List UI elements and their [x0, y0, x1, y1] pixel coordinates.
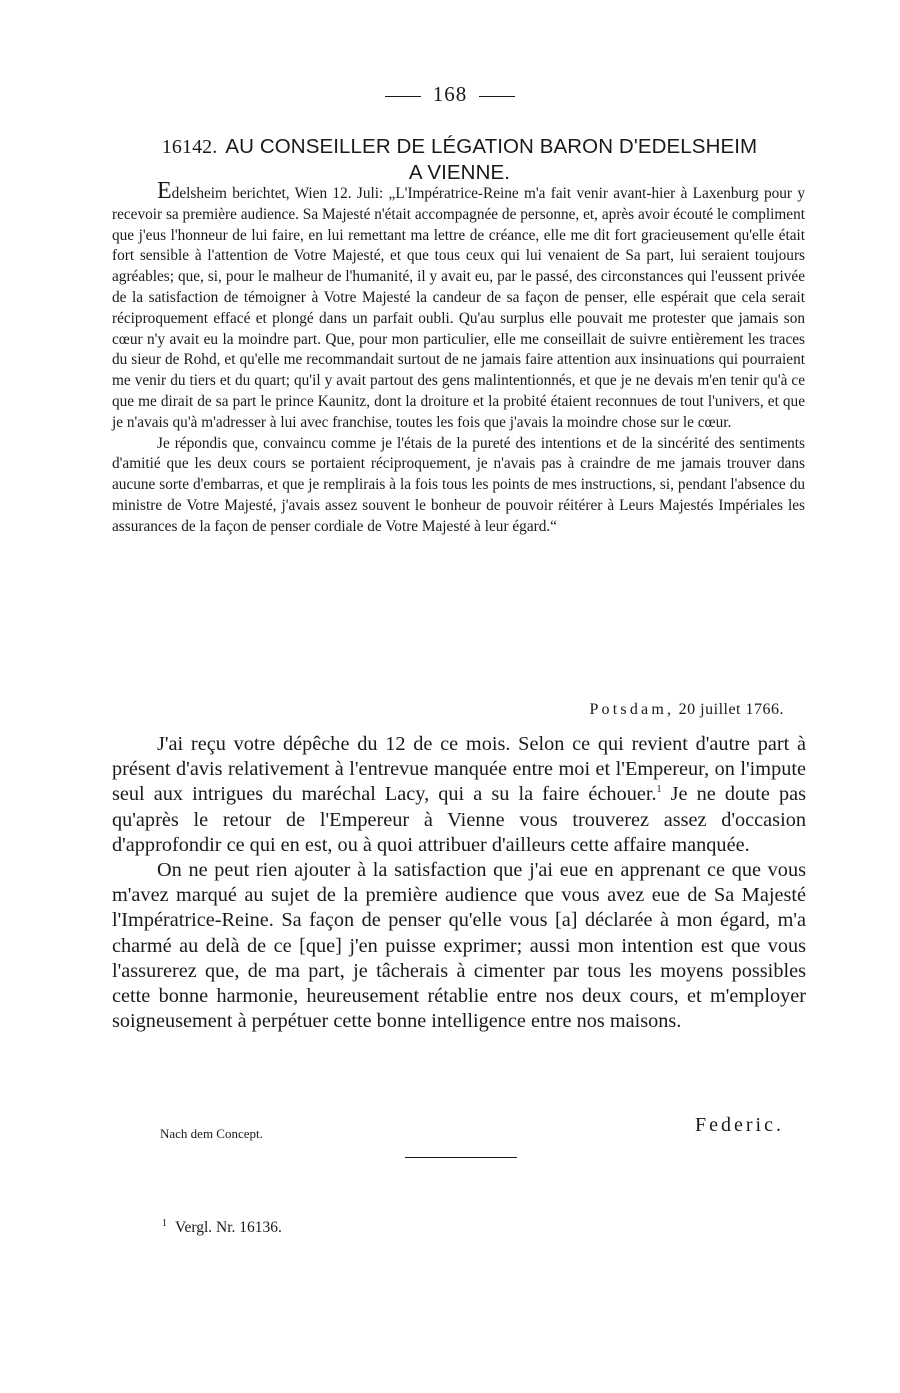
page-number-left-rule: [385, 96, 421, 97]
page-number-text: 168: [432, 82, 468, 106]
footnote-marker: 1: [162, 1217, 167, 1229]
report-paragraph-2: Je répondis que, convaincu comme je l'étais de la pureté des intentions et de la sincérité des sentiments d'amitié que les deux cours se portaient réciproquement, je n'avais pas à craindre de me jamais trouver dans aucune sorte d'embarras, et que je remplirais à la fois tous les points de mes instructions, si, pendant l'absence du ministre de Votre Majesté, j'avais assez souvent le bonheur de pouvoir réitérer à Leurs Majestés Impériales les assurances de la façon de penser cordiale de Votre Majesté à leur égard.“: [112, 434, 805, 535]
letter-recipient: AU CONSEILLER DE LÉGATION BARON D'EDELSHEIM: [225, 135, 758, 158]
footnote-reference: 1: [656, 784, 662, 796]
source-note: Nach dem Concept.: [160, 1126, 263, 1141]
footnote-separator: [405, 1157, 517, 1158]
letter-body: [112, 732, 806, 1034]
letter-paragraph-1-part2: Je ne doute pas qu'après le retour de l'Empereur à Vienne vous trouverez assez d'occasion d'approfondir ce qui en est, ou à quoi attribuer d'ailleurs cette affaire manquée.: [112, 783, 807, 856]
signature: Federic.: [695, 1114, 784, 1136]
dateline-place: Potsdam,: [589, 701, 675, 718]
report-initial-letter: E: [157, 178, 172, 204]
dateline: [589, 701, 784, 719]
letter-paragraph-1: [112, 732, 806, 858]
letter-number: 16142.: [161, 136, 218, 158]
page-number-right-rule: [479, 96, 515, 97]
letter-heading-line2: A VIENNE.: [408, 161, 511, 184]
letter-paragraph-1-part1: J'ai reçu votre dépêche du 12 de ce mois. Selon ce qui revient d'autre part à présent d'avis relativement à l'entrevue manquée entre moi et l'Empereur, on l'impute seul aux intrigues du maréchal Lacy, qui a su la faire échouer.: [112, 733, 806, 806]
report-paragraph-1-text: delsheim berichtet, Wien 12. Juli: „L'Impératrice-Reine m'a fait venir avant-hier à Laxenburg pour y recevoir sa première audience. Sa Majesté n'était accompagnée de personne, et, après avoir écouté le compliment que j'eus l'honneur de lui faire, en lui remettant ma lettre de créance, elle me dit fort gracieusement qu'elle était fort sensible à l'attention de Votre Majesté, et que tous ceux qui lui venaient de Sa part, lui seraient toujours agréables; que, si, pour le malheur de l'humanité, il y avait eu, par le passé, des circonstances qui l'eussent privée de la satisfaction de témoigner à Votre Majesté la candeur de sa façon de penser, elle espérait que cela serait réciproquement effacé et plongé dans un parfait oubli. Qu'au surplus elle pouvait me protester que jamais son cœur n'y avait eu la moindre part. Que, pour mon particulier, elle me conseillait de suivre entièrement les traces du sieur de Rohd, et qu'elle me recommandait surtout de ne jamais faire attention aux insinuations qui pourraient me venir du tiers et du quart; qu'il y avait partout des gens malintentionnés, et que je ne devais m'en tenir qu'à ce que me dirait de sa part le prince Kaunitz, dont la droiture et la probité étaient reconnues de tout l'univers, et que je n'avais qu'à m'adresser à lui avec franchise, toutes les fois que j'avais la moindre chose sur le cœur.: [112, 185, 805, 431]
letter-heading: [112, 134, 807, 185]
letter-heading-line1: [112, 134, 807, 160]
page-number: [0, 82, 900, 107]
footnote-text: Vergl. Nr. 16136.: [175, 1219, 282, 1236]
letter-paragraph-2: On ne peut rien ajouter à la satisfaction que j'ai eue en apprenant ce que vous m'avez marqué au sujet de la première audience que vous avez eue de Sa Majesté l'Impératrice-Reine. Sa façon de penser qu'elle vous [a] déclarée à mon égard, m'a charmé au delà de ce [que] j'en puisse exprimer; aussi mon intention est que vous l'assurerez que, de ma part, je tâcherais à cimenter par tous les moyens possibles cette bonne harmonie, heureusement rétablie entre nos deux cours, et m'employer soigneusement à perpétuer cette bonne intelligence entre nos maisons.: [112, 859, 806, 1033]
report-excerpt: [112, 178, 805, 538]
footnote: [162, 1219, 282, 1237]
dateline-date: 20 juillet 1766.: [678, 701, 784, 718]
report-paragraph-1: [112, 178, 805, 434]
